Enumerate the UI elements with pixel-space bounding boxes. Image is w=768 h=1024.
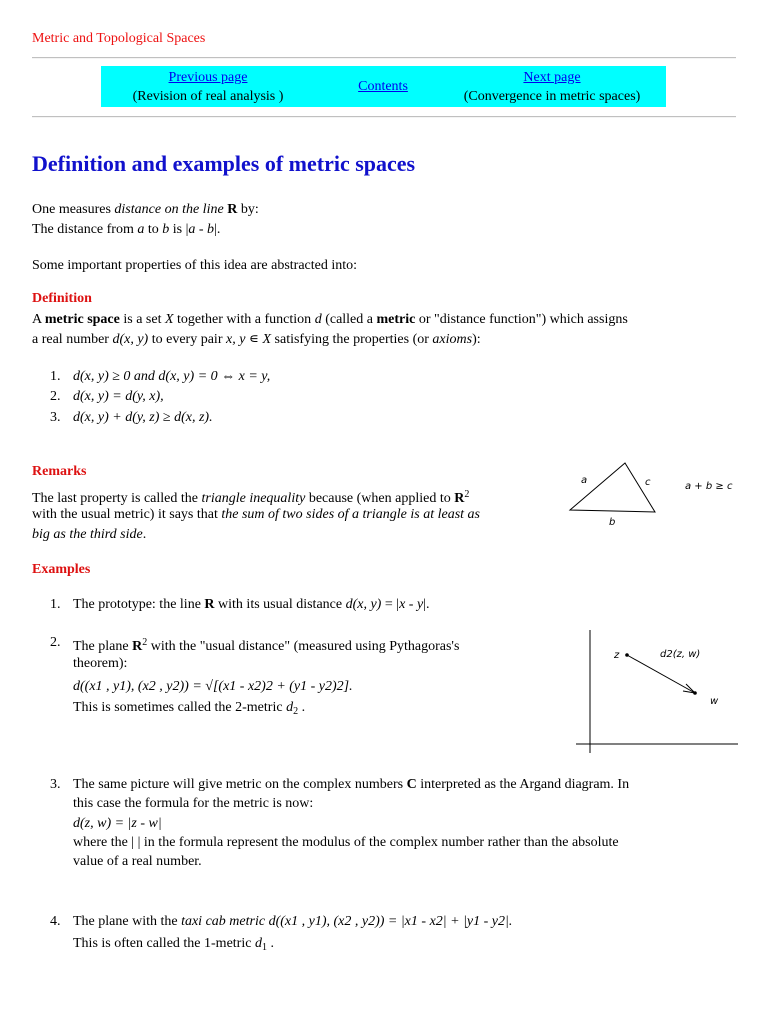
intro-line-2: The distance from a to b is |a - b|. xyxy=(32,222,221,237)
example-3-formula: d(z, w) = |z - w| xyxy=(73,816,162,831)
example-2-line-2: theorem): xyxy=(73,656,128,671)
example-3-line-2: this case the formula for the metric is now: xyxy=(73,796,314,811)
triangle-label-b: b xyxy=(609,517,616,528)
example-3-line-5: value of a real number. xyxy=(73,854,202,869)
example-number: 1. xyxy=(50,597,61,612)
intro-line-3: Some important properties of this idea are abstracted into: xyxy=(32,258,358,273)
intro-line-1: One measures distance on the line R by: xyxy=(32,202,259,217)
example-3-line-1: The same picture will give metric on the complex numbers C interpreted as the Argand diagram. In xyxy=(73,777,630,792)
triangle-label-a: a xyxy=(581,475,588,486)
next-page-subtitle: (Convergence in metric spaces) xyxy=(463,89,641,104)
axiom-3: d(x, y) + d(y, z) ≥ d(x, z). xyxy=(73,410,213,425)
site-title: Metric and Topological Spaces xyxy=(32,31,206,46)
nav-bar xyxy=(101,66,666,107)
remarks-heading: Remarks xyxy=(32,464,87,479)
axiom-1: d(x, y) ≥ 0 and d(x, y) = 0 ⇔ x = y, xyxy=(73,369,271,384)
definition-line-2: a real number d(x, y) to every pair x, y ∊ X satisfying the properties (or axioms): xyxy=(32,332,481,347)
contents-link[interactable]: Contents xyxy=(358,79,408,94)
triangle-shape xyxy=(570,463,655,512)
axiom-number: 1. xyxy=(50,369,61,384)
top-divider xyxy=(32,57,736,59)
example-number: 3. xyxy=(50,777,61,792)
example-number: 4. xyxy=(50,914,61,929)
remarks-line-1: The last property is called the triangle inequality because (when applied to $R^2$ xyxy=(32,489,470,506)
previous-page-link[interactable]: Previous page xyxy=(168,70,248,85)
example-2-line-1: The plane $R^2$ with the "usual distance" (measured using Pythagoras's xyxy=(73,637,460,654)
nav-divider xyxy=(32,116,736,118)
triangle-inequality-label: a + b ≥ c xyxy=(685,481,733,492)
nav-previous xyxy=(113,68,303,106)
example-1: The prototype: the line R with its usual distance d(x, y) = |x - y|. xyxy=(73,597,430,612)
previous-page-subtitle: (Revision of real analysis ) xyxy=(132,89,284,104)
label-z: z xyxy=(614,650,620,661)
triangle-figure xyxy=(565,455,745,530)
definition-heading: Definition xyxy=(32,291,92,306)
arrow-head-icon xyxy=(683,684,695,693)
axiom-number: 2. xyxy=(50,389,61,404)
example-4-line-1: The plane with the taxi cab metric d((x1 , y1), (x2 , y2)) = |x1 - x2| + |y1 - y2|. xyxy=(73,914,513,929)
label-w: w xyxy=(710,696,719,707)
remarks-line-3: big as the third side. xyxy=(32,527,147,542)
label-distance: d2(z, w) xyxy=(660,649,701,660)
nav-next xyxy=(441,68,663,106)
example-2-formula: d((x1 , y1), (x2 , y2)) = √[(x1 - x2)2 + (y1 - y2)2]. xyxy=(73,679,353,694)
example-number: 2. xyxy=(50,635,61,650)
examples-heading: Examples xyxy=(32,562,91,577)
axiom-2: d(x, y) = d(y, x), xyxy=(73,389,164,404)
page-title: Definition and examples of metric spaces xyxy=(32,151,416,176)
definition-line-1: A metric space is a set X together with a function d (called a metric or "distance function") which assigns xyxy=(32,312,628,327)
remarks-line-2: with the usual metric) it says that the sum of two sides of a triangle is at least as xyxy=(32,507,480,522)
next-page-link[interactable]: Next page xyxy=(523,70,581,85)
nav-contents xyxy=(341,77,425,96)
triangle-label-c: c xyxy=(645,477,651,488)
distance-segment xyxy=(627,655,695,693)
example-4-line-2: This is often called the 1-metric $d_1$ . xyxy=(73,936,274,953)
distance-figure xyxy=(570,625,742,760)
example-2-line-4: This is sometimes called the 2-metric $d_2$ . xyxy=(73,700,306,717)
example-3-line-4: where the | | in the formula represent the modulus of the complex number rather than the absolute xyxy=(73,835,619,850)
axiom-number: 3. xyxy=(50,410,61,425)
